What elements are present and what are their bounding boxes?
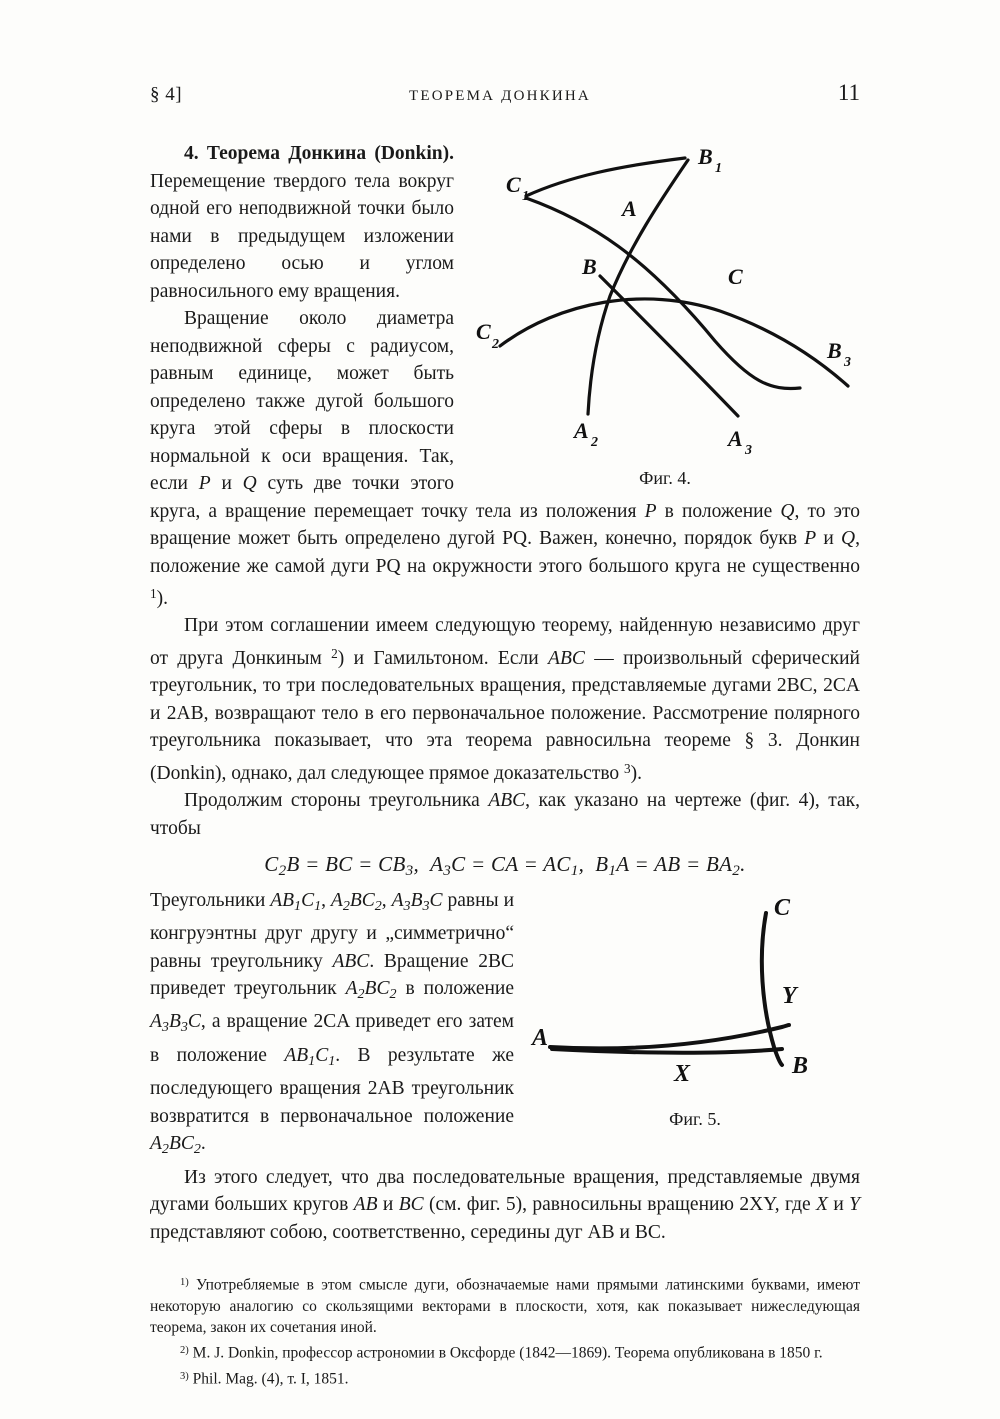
footnotes xyxy=(150,1262,860,1389)
equation-line xyxy=(150,852,860,880)
footnote-1-marker: 1) xyxy=(180,1277,189,1289)
triangle-a2bc2-b: $A_2BC_2$ xyxy=(345,978,397,1002)
paragraph-4: Продолжим стороны треугольника ABC, как указано на чертеже (фиг. 4), так, чтобы xyxy=(150,790,860,839)
triangle-a2bc2: $A_2BC_2$ xyxy=(330,889,382,914)
equation-text: $C_2B$ = BC = $CB_3$, $A_3C$ = CA = $AC_1$, $B_1A$ = AB = $BA_2$. xyxy=(264,852,746,880)
figure-4 xyxy=(470,146,860,489)
theorem-heading: 4. Теорема Донкина (Donkin). xyxy=(184,143,454,164)
paragraph-5: Треугольники $AB_1C_1$, $A_2BC_2$, $A_3B_3C$ равны и конгруэнтны друг другу и „симметрично“ равны треугольнику ABC. Вращение 2BC приведет треугольник $A_2BC_2$ в положение $A_3B_3C$, а вращение 2CA приведет его затем в положение $AB_1C_1$. В результате же последующего вращения 2AB треугольник возвратится в первоначальное положение $A_2BC_2$. xyxy=(150,889,515,1158)
footnote-ref-1[interactable]: 1 xyxy=(150,586,157,601)
footnote-3-marker: 3) xyxy=(180,1370,189,1382)
footnote-3 xyxy=(150,1366,860,1390)
triangle-a3b3c-b: $A_3B_3C$ xyxy=(150,1011,201,1036)
triangle-a3b3c: $A_3B_3C$ xyxy=(391,889,443,914)
figure-4-drawing xyxy=(470,146,860,466)
footnote-ref-3[interactable]: 3 xyxy=(624,760,631,776)
figure-5-label-Y: Y xyxy=(782,982,797,1009)
figure-4-label-C: C xyxy=(728,264,743,289)
footnote-3-text: Phil. Mag. (4), т. I, 1851. xyxy=(188,1370,349,1388)
page-number: 11 xyxy=(837,80,860,105)
running-title: ТЕОРЕМА ДОНКИНА xyxy=(408,88,591,104)
figure-4-label-A3: A xyxy=(728,426,743,451)
triangle-ab1c1-b: $AB_1C_1$ xyxy=(284,1044,336,1069)
figure-4-label-C1: C xyxy=(506,172,521,197)
triangle-a2bc2-c: $A_2BC_2$ xyxy=(150,1133,201,1158)
triangle-ab1c1: $AB_1C_1$ xyxy=(270,889,322,914)
figure-4-label-A: A xyxy=(622,196,637,221)
figure-5-label-X: X xyxy=(674,1060,691,1087)
paragraph-3: При этом соглашении имеем следующую теорему, найденную независимо друг от друга Донкиным $^2$) и Гамильтоном. Если ABC — произвольный сферический треугольник, то три последовательных вращения, представляемые дугами 2BC, 2CA и 2AB, возвращают тело в его первоначальное положение. Рассмотрение полярного треугольника показывает, что эта теорема равносильна теореме § 3. Донкин (Donkin), однако, дал следующее прямое доказательство $^3$). xyxy=(150,615,860,784)
figure-4-label-B3: B xyxy=(827,338,842,363)
svg-text:2: 2 xyxy=(591,435,598,450)
page-header xyxy=(150,80,860,106)
figure-5-label-C: C xyxy=(774,896,791,921)
figure-5-caption: Фиг. 5. xyxy=(669,1108,721,1129)
paragraph-6: Из этого следует, что два последовательные вращения, представляемые двумя дугами больших кругов AB и BC (см. фиг. 5), равносильны вращению 2XY, где X и Y представляют собою, соответственно, середины дуг AB и BC. xyxy=(150,1166,861,1243)
header-divider xyxy=(150,112,860,122)
svg-text:1: 1 xyxy=(522,189,529,204)
svg-text:2: 2 xyxy=(492,337,499,352)
figure-4-label-C2: C xyxy=(476,319,491,344)
figure-4-label-B: B xyxy=(582,254,597,279)
section-marker: § 4] xyxy=(150,84,183,105)
svg-text:1: 1 xyxy=(715,161,722,176)
paragraph-1: 4. Теорема Донкина (Donkin). Перемещение твердого тела вокруг одной его неподвижной точки было нами в предыдущем изложении определено осью и углом равносильного ему вращения. xyxy=(150,143,454,302)
svg-text:3: 3 xyxy=(844,355,851,370)
figure-4-caption: Фиг. 4. xyxy=(639,468,691,488)
footnote-2 xyxy=(150,1340,860,1364)
figure-5-label-B: B xyxy=(792,1052,809,1079)
page-content xyxy=(150,80,860,1391)
footnote-1 xyxy=(150,1272,860,1338)
figure-5 xyxy=(530,897,860,1130)
figure-5-label-A: A xyxy=(532,1024,549,1051)
figure-4-label-B1: B xyxy=(698,146,713,169)
footnote-1-text: Употребляемые в этом смысле дуги, обозначаемые нами прямыми латинскими буквами, имеют некоторую аналогию со скользящими векторами в плоскости, хотя, как показывает нижеследующая теорема, закон их сочетания иной. xyxy=(150,1276,860,1336)
svg-text:3: 3 xyxy=(745,443,752,458)
figure-5-drawing xyxy=(530,897,860,1107)
figure-4-label-A2: A xyxy=(574,418,589,443)
footnote-2-marker: 2) xyxy=(180,1344,189,1356)
footnote-ref-2[interactable]: 2 xyxy=(331,645,338,661)
paragraph-2: Вращение около диаметра неподвижной сферы с радиусом, равным единице, может быть определено также дугой большого круга этой сферы в плоскости нормальной к оси вращения. Так, если P и Q суть две точки этого круга, а вращение перемещает точку тела из положения P в положение Q, то это вращение может быть определено дугой PQ. Важен, конечно, порядок букв P и Q, положение же самой дуги PQ на окружности этого большого круга не существенно $^1$). xyxy=(150,308,861,609)
footnote-2-text: M. J. Donkin, профессор астрономии в Оксфорде (1842—1869). Теорема опубликована в 1850 г. xyxy=(188,1344,823,1362)
